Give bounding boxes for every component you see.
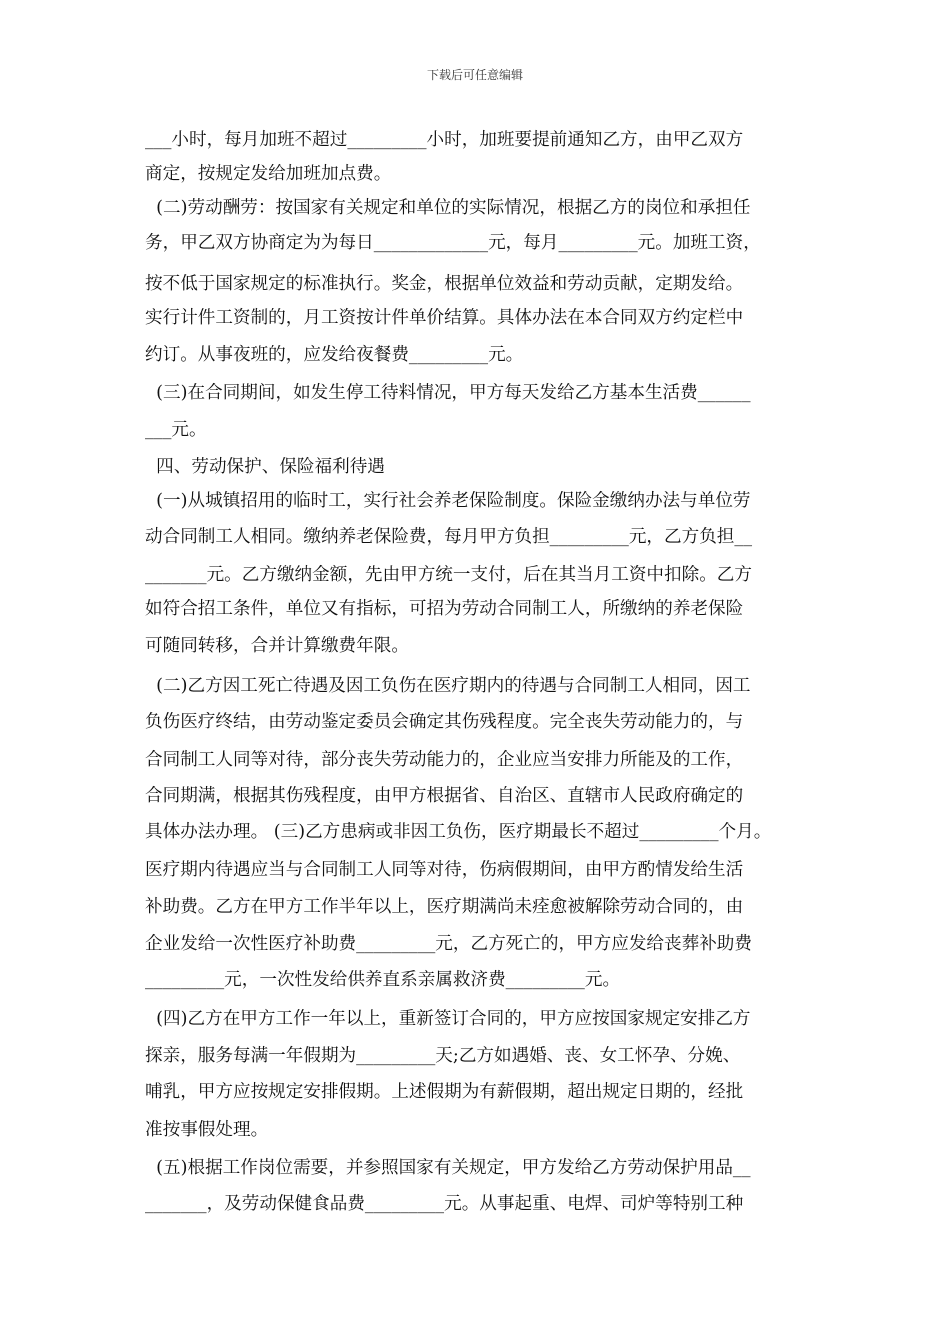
body-line: 补助费。乙方在甲方工作半年以上，医疗期满尚未痊愈被解除劳动合同的，由	[145, 897, 744, 917]
body-line: 合同制工人同等对待，部分丧失劳动能力的，企业应当安排力所能及的工作，	[145, 750, 744, 770]
body-line: 合同期满，根据其伤残程度，由甲方根据省、自治区、直辖市人民政府确定的	[145, 786, 744, 806]
body-line: _________元，一次性发给供养直系亲属救济费_________元。	[145, 970, 621, 990]
body-line: 实行计件工资制的，月工资按计件单价结算。具体办法在本合同双方约定栏中	[145, 308, 744, 328]
body-line: 准按事假处理。	[145, 1120, 269, 1140]
body-line: 约订。从事夜班的，应发给夜餐费_________元。	[145, 345, 524, 365]
body-line: _______元。乙方缴纳金额，先由甲方统一支付，后在其当月工资中扣除。乙方	[145, 565, 752, 585]
body-line: 负伤医疗终结，由劳动鉴定委员会确定其伤残程度。完全丧失劳动能力的，与	[145, 712, 744, 732]
page-header: 下载后可任意编辑	[426, 68, 523, 82]
body-line: 具体办法办理。 (三)乙方患病或非因工负伤，医疗期最长不超过_________个月。	[145, 822, 772, 842]
body-line: 企业发给一次性医疗补助费_________元，乙方死亡的，甲方应发给丧葬补助费	[145, 934, 752, 954]
body-line: ___元。	[145, 420, 207, 440]
body-line: 商定，按规定发给加班加点费。	[145, 164, 392, 184]
body-line: 医疗期内待遇应当与合同制工人同等对待，伤病假期间，由甲方酌情发给生活	[145, 860, 744, 880]
body-line: (四)乙方在甲方工作一年以上，重新签订合同的，甲方应按国家规定安排乙方	[145, 1009, 751, 1029]
body-line: (二)劳动酬劳：按国家有关规定和单位的实际情况，根据乙方的岗位和承担任	[145, 198, 751, 218]
body-line: 务，甲乙双方协商定为为每日_____________元，每月_________元。加班工资，	[145, 233, 761, 253]
body-line: _______，及劳动保健食品费_________元。从事起重、电焊、司炉等特别工种	[145, 1194, 744, 1214]
body-line: 哺乳，甲方应按规定安排假期。上述假期为有薪假期，超出规定日期的，经批	[145, 1082, 744, 1102]
body-line: 探亲，服务每满一年假期为_________天;乙方如遇婚、丧、女工怀孕、分娩、	[145, 1046, 741, 1066]
body-line: (三)在合同期间，如发生停工待料情况，甲方每天发给乙方基本生活费______	[145, 383, 751, 403]
body-line: (二)乙方因工死亡待遇及因工负伤在医疗期内的待遇与合同制工人相同，因工	[145, 676, 751, 696]
body-line: (五)根据工作岗位需要，并参照国家有关规定，甲方发给乙方劳动保护用品__	[145, 1158, 751, 1178]
body-line: (一)从城镇招用的临时工，实行社会养老保险制度。保险金缴纳办法与单位劳	[145, 491, 751, 511]
body-line: ___小时，每月加班不超过_________小时，加班要提前通知乙方，由甲乙双方	[145, 130, 744, 150]
body-line: 动合同制工人相同。缴纳养老保险费，每月甲方负担_________元，乙方负担__	[145, 527, 752, 547]
body-line: 如符合招工条件，单位又有指标，可招为劳动合同制工人，所缴纳的养老保险	[145, 599, 744, 619]
body-line: 可随同转移，合并计算缴费年限。	[145, 636, 409, 656]
section-heading: 四、劳动保护、保险福利待遇	[145, 457, 385, 477]
body-line: 按不低于国家规定的标准执行。奖金，根据单位效益和劳动贡献，定期发给。	[145, 274, 744, 294]
